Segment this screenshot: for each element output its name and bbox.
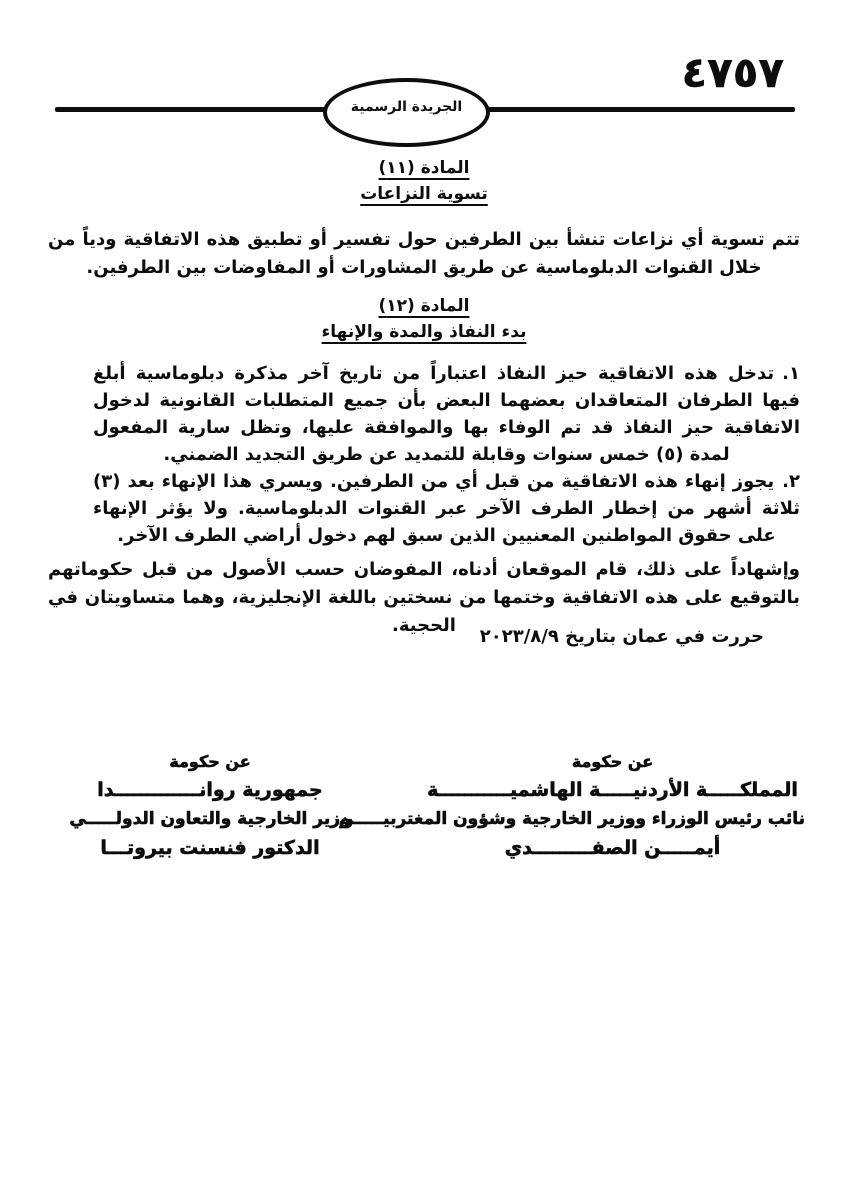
jordan-government-name: المملكـــــة الأردنيـــــة الهاشميـــــــــــة: [427, 779, 798, 801]
rwanda-government-name: جمهورية روانـــــــــــــدا: [97, 779, 323, 801]
list-item-1: [93, 360, 800, 468]
date-line: حررت في عمان بتاريخ ٢٠٢٣/٨/٩: [479, 626, 764, 647]
gazette-label: الجريدة الرسمية: [350, 98, 463, 115]
jordan-for-government-label: عن حكومة: [571, 752, 654, 771]
list-item-2-text: يجوز إنهاء هذه الاتفاقية من قبل أي من الطرفين. ويسري هذا الإنهاء بعد (٣) ثلاثة أشهر من إخطار الطرف الآخر عبر القنوات الدبلوماسية. ولا يؤثر الإنهاء على حقوق المواطنين المعنيين الذين سبق لهم دخول أراضي الطرف الآخر.: [93, 471, 800, 546]
article-11-subtitle: تسوية النزاعات: [360, 184, 488, 204]
attestation-paragraph: وإشهاداً على ذلك، قام الموقعان أدناه، المفوضان حسب الأصول من قبل حكوماتهم بالتوقيع على هذه الاتفاقية وختمها من نسختين باللغة الإنجليزية، وهما متساويتان في الحجية.: [48, 559, 800, 636]
list-item-2: [93, 468, 800, 549]
jordan-signatory-name: أيمـــــن الصفـــــــــدي: [504, 837, 721, 859]
article-11-title: المادة (١١): [378, 158, 470, 178]
signature-block-jordan: [338, 747, 805, 863]
list-item-1-text: تدخل هذه الاتفاقية حيز النفاذ اعتباراً من تاريخ آخر مذكرة دبلوماسية أبلغ فيها الطرفان المتعاقدان بعضهما البعض بأن جميع المتطلبات القانونية لدخول الاتفاقية حيز النفاذ قد تم الوفاء بها والموافقة عليها، وتظل سارية المفعول لمدة (٥) خمس سنوات وقابلة للتمديد عن طريق التجديد الضمني.: [93, 363, 800, 465]
document-content: [48, 0, 800, 1192]
signature-block-rwanda: [50, 747, 370, 863]
list-item-1-number: ١.: [782, 363, 800, 384]
jordan-signatory-office: نائب رئيس الوزراء ووزير الخارجية وشؤون المغتربيـــــن: [338, 809, 805, 829]
rwanda-signatory-office: وزير الخارجية والتعاون الدولـــــي: [69, 809, 351, 829]
article-12-title: المادة (١٢): [378, 296, 470, 316]
article-11-body: تتم تسوية أي نزاعات تنشأ بين الطرفين حول تفسير أو تطبيق هذه الاتفاقية ودياً من خلال القنوات الدبلوماسية عن طريق المشاورات أو المفاوضات بين الطرفين.: [48, 229, 800, 278]
list-item-2-number: ٢.: [782, 471, 800, 492]
gazette-oval: [323, 78, 490, 147]
rwanda-for-government-label: عن حكومة: [169, 752, 251, 771]
article-12-subtitle: بدء النفاذ والمدة والإنهاء: [321, 322, 527, 342]
rwanda-signatory-name: الدكتور فنسنت بيروتـــا: [100, 837, 320, 859]
article-12-list: [48, 360, 800, 549]
page-number: ٤٧٥٧: [681, 48, 784, 97]
